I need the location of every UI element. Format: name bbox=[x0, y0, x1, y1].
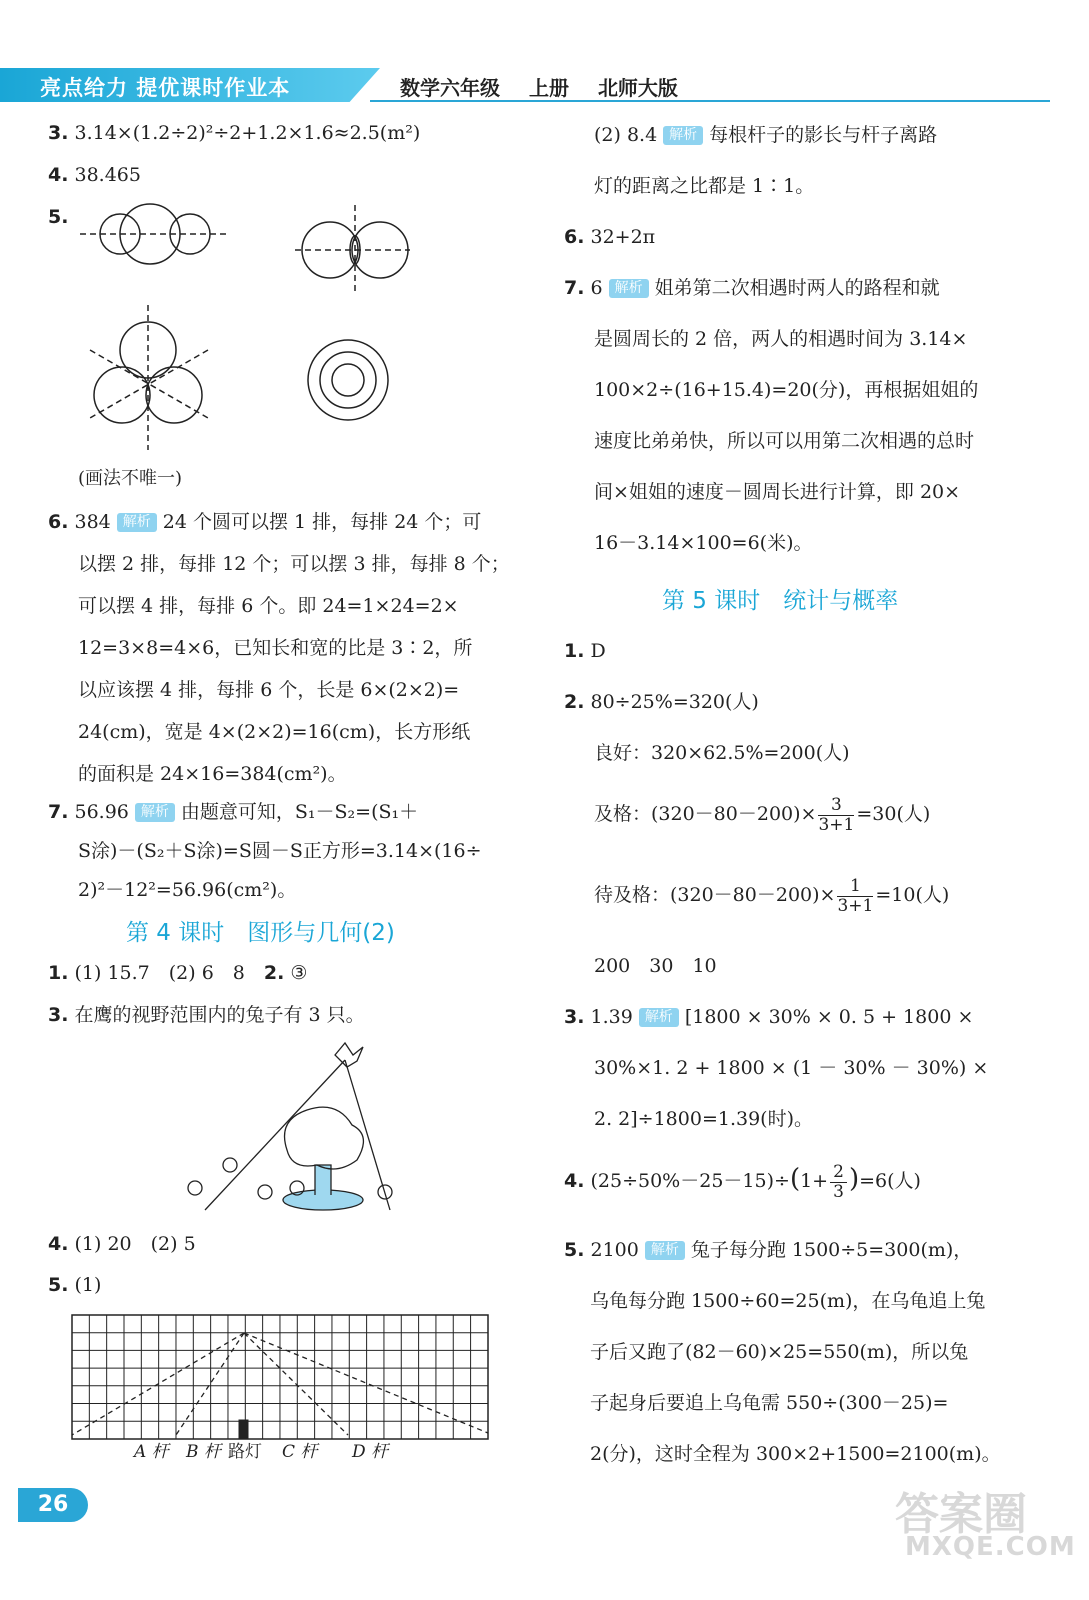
grid-label-b: B 杆 bbox=[186, 1442, 221, 1462]
s4-answer-5: 5. (1) bbox=[48, 1274, 102, 1296]
analysis-badge: 解析 bbox=[117, 513, 157, 532]
answer-7-line: 2)²－12²=56.96(cm²)。 bbox=[78, 879, 297, 901]
r-answer-7-line: 速度比弟弟快，所以可以用第二次相遇的总时 bbox=[594, 430, 975, 452]
r-answer-7-line: 16－3.14×100=6(米)。 bbox=[594, 532, 813, 554]
grid-label-lamp: 路灯 bbox=[228, 1442, 262, 1462]
answer-5-note: (画法不唯一) bbox=[78, 468, 183, 489]
r-answer-7-line: 是圆周长的 2 倍，两人的相遇时间为 3.14× bbox=[594, 328, 968, 350]
watermark-logo: 答案圈 bbox=[895, 1489, 1027, 1540]
grid-label-a: A 杆 bbox=[134, 1442, 169, 1462]
s5-answer-3: 3. 1.39 解析 [1800 × 30% × 0. 5 + 1800 × bbox=[564, 1006, 974, 1028]
analysis-badge: 解析 bbox=[135, 803, 175, 822]
r-answer-7: 7. 6 解析 姐弟第二次相遇时两人的路程和就 bbox=[564, 277, 940, 299]
answer-6-line: 12=3×8=4×6，已知长和宽的比是 3∶2，所 bbox=[78, 637, 473, 659]
shadow-grid bbox=[72, 1315, 492, 1445]
analysis-badge: 解析 bbox=[609, 279, 649, 298]
watermark-url: MXQE.COM bbox=[905, 1532, 1076, 1562]
answer-5-2: (2) 8.4 解析 每根杆子的影长与杆子离路 bbox=[594, 124, 938, 146]
volume: 上册 bbox=[528, 76, 569, 100]
s5-answer-3-line: 2. 2]÷1800=1.39(时)。 bbox=[594, 1108, 813, 1130]
answer-6-line: 可以摆 4 排，每排 6 个。即 24=1×24=2× bbox=[78, 595, 459, 617]
s5-answer-5-line: 2(分)，这时全程为 300×2+1500=2100(m)。 bbox=[590, 1443, 1001, 1465]
answer-4: 4. 38.465 bbox=[48, 164, 141, 186]
s5-answer-2-wait: 待及格：(320－80－200)× $\frac{1}{3+1}$ =10(人) bbox=[594, 876, 950, 916]
grid-label-c: C 杆 bbox=[282, 1442, 318, 1462]
s4-answer-1-2: 1. (1) 15.7 (2) 6 8 2. ③ bbox=[48, 962, 308, 984]
analysis-badge: 解析 bbox=[663, 126, 703, 145]
answer-6-line: 以摆 2 排，每排 12 个；可以摆 3 排，每排 8 个； bbox=[78, 553, 510, 575]
s5-answer-2: 2. 80÷25%=320(人) bbox=[564, 691, 759, 713]
r-answer-6: 6. 32+2π bbox=[564, 226, 656, 248]
s5-answer-3-line: 30%×1. 2 + 1800 × (1 － 30% － 30%) × bbox=[594, 1057, 989, 1079]
answer-5-2-line: 灯的距离之比都是 1∶1。 bbox=[594, 175, 815, 197]
edition: 北师大版 bbox=[597, 76, 678, 100]
answer-7: 7. 56.96 解析 由题意可知，S₁－S₂=(S₁＋ bbox=[48, 801, 419, 823]
answer-6-line: 的面积是 24×16=384(cm²)。 bbox=[78, 763, 347, 785]
section-5-title: 第 5 课时 统计与概率 bbox=[662, 588, 899, 614]
section-4-title: 第 4 课时 图形与几何(2) bbox=[126, 920, 395, 946]
s5-answer-2-good: 良好：320×62.5%=200(人) bbox=[594, 742, 850, 764]
answer-5-label: 5. bbox=[48, 206, 69, 228]
eagle-tree-illustration bbox=[175, 1040, 415, 1220]
grid-label-d: D 杆 bbox=[352, 1442, 389, 1462]
subject: 数学六年级 bbox=[400, 76, 500, 100]
s5-answer-2-pass: 及格：(320－80－200)× $\frac{3}{3+1}$ =30(人) bbox=[594, 795, 931, 835]
analysis-badge: 解析 bbox=[639, 1008, 679, 1027]
r-answer-7-line: 100×2÷(16+15.4)=20(分)，再根据姐姐的 bbox=[594, 379, 979, 401]
r-answer-7-line: 间×姐姐的速度－圆周长进行计算，即 20× bbox=[594, 481, 961, 503]
s5-answer-1: 1. D bbox=[564, 640, 606, 662]
header-rule bbox=[370, 100, 1050, 102]
circle-figures bbox=[70, 200, 430, 460]
s5-answer-5-line: 子起身后要追上乌龟需 550÷(300－25)= bbox=[590, 1392, 949, 1414]
answer-6: 6. 384 解析 24 个圆可以摆 1 排，每排 24 个；可 bbox=[48, 511, 482, 533]
s5-answer-5-line: 子后又跑了(82－60)×25=550(m)，所以兔 bbox=[590, 1341, 969, 1363]
book-info bbox=[400, 72, 700, 101]
answer-3: 3. 3.14×(1.2÷2)²÷2+1.2×1.6≈2.5(m²) bbox=[48, 122, 421, 144]
s5-answer-2-summary: 200 30 10 bbox=[594, 955, 717, 977]
s4-answer-3: 3. 在鹰的视野范围内的兔子有 3 只。 bbox=[48, 1004, 365, 1026]
answer-7-line: S涂)－(S₂＋S涂)=S圆－S正方形=3.14×(16÷ bbox=[78, 840, 482, 862]
answer-6-line: 以应该摆 4 排，每排 6 个，长是 6×(2×2)= bbox=[78, 679, 460, 701]
answer-6-line: 24(cm)，宽是 4×(2×2)=16(cm)，长方形纸 bbox=[78, 721, 471, 743]
s5-answer-5: 5. 2100 解析 兔子每分跑 1500÷5=300(m)， bbox=[564, 1239, 973, 1261]
analysis-badge: 解析 bbox=[645, 1241, 685, 1260]
page-number: 26 bbox=[18, 1488, 88, 1522]
book-title: 亮点给力 提优课时作业本 bbox=[40, 76, 291, 100]
s4-answer-4: 4. (1) 20 (2) 5 bbox=[48, 1233, 196, 1255]
s5-answer-5-line: 乌龟每分跑 1500÷60=25(m)，在乌龟追上兔 bbox=[590, 1290, 986, 1312]
s5-answer-4: 4. (25÷50%－25－15)÷(1+ $\frac{2}{3}$ )=6(人) bbox=[564, 1162, 921, 1202]
